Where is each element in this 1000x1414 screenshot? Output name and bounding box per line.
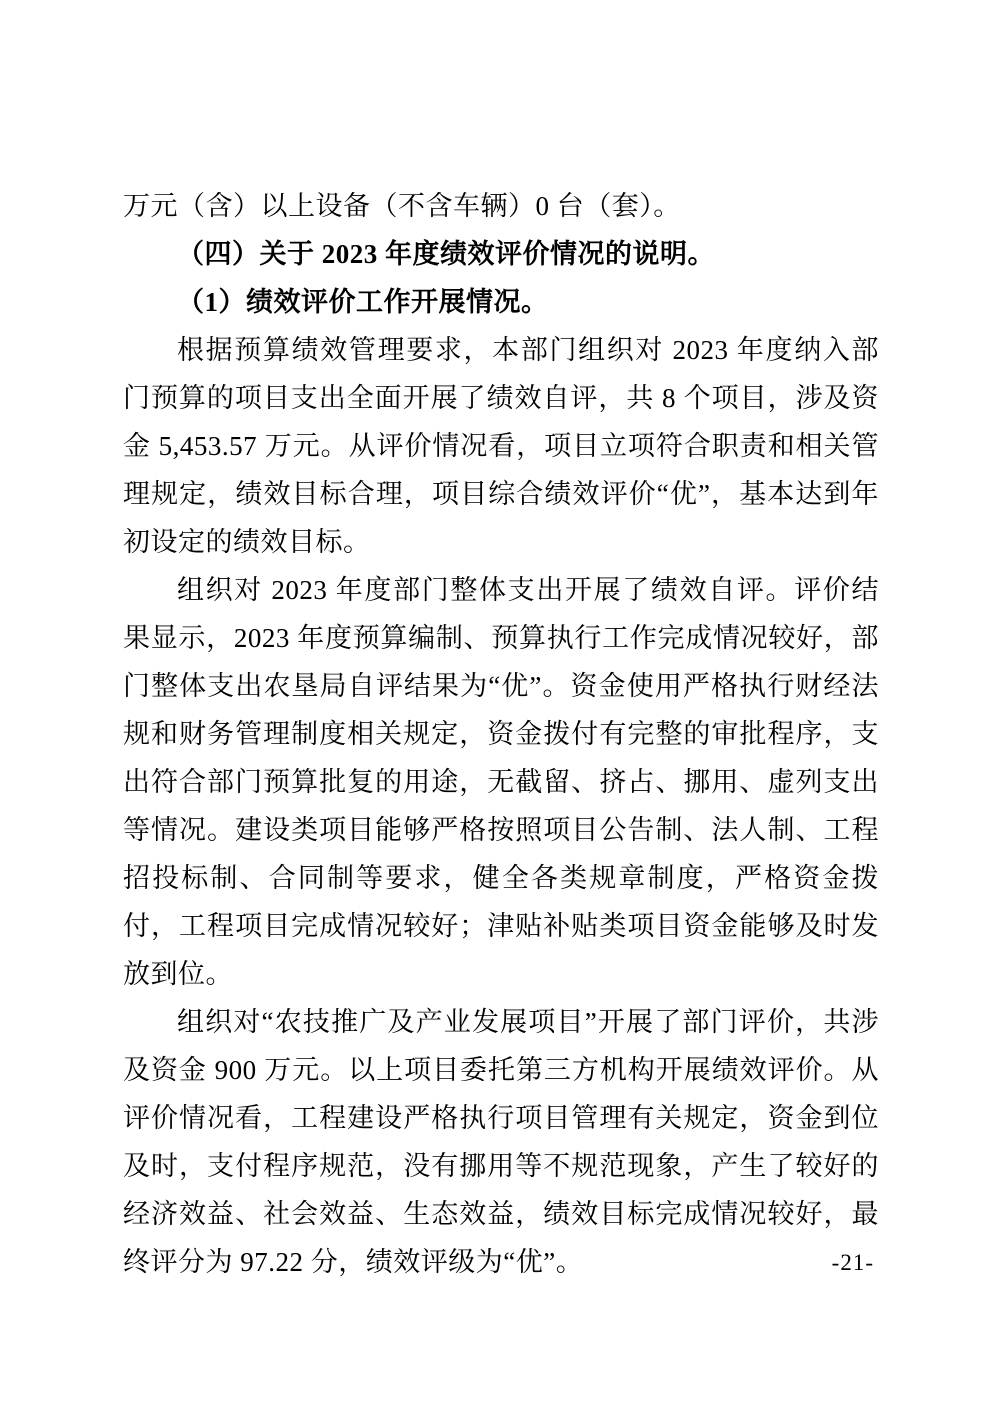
section-heading-4: （四）关于 2023 年度绩效评价情况的说明。 xyxy=(177,239,715,269)
paragraph-continuation: 万元（含）以上设备（不含车辆）0 台（套）。 xyxy=(123,191,681,221)
subsection-heading-1: （1）绩效评价工作开展情况。 xyxy=(177,287,549,317)
paragraph-department-overall-evaluation: 组织对 2023 年度部门整体支出开展了绩效自评。评价结果显示，2023 年度预算编制、预算执行工作完成情况较好，部门整体支出农垦局自评结果为“优”。资金使用严格执行财经法规和财务管理制度相关规定，资金拨付有完整的审批程序，支出符合部门预算批复的用途，无截留、挤占、挪用、虚列支出等情况。建设类项目能够严格按照项目公告制、法人制、工程招投标制、合同制等要求，健全各类规章制度，严格资金拨付，工程项目完成情况较好；津贴补贴类项目资金能够及时发放到位。 xyxy=(123,575,879,989)
page-number: -21- xyxy=(831,1250,874,1275)
document-body xyxy=(123,182,879,1286)
paragraph-third-party-evaluation: 组织对“农技推广及产业发展项目”开展了部门评价，共涉及资金 900 万元。以上项目委托第三方机构开展绩效评价。从评价情况看，工程建设严格执行项目管理有关规定，资金到位及时，支付程序规范，没有挪用等不规范现象，产生了较好的经济效益、社会效益、生态效益，绩效目标完成情况较好，最终评分为 97.22 分，绩效评级为“优”。 xyxy=(123,1007,879,1277)
paragraph-self-evaluation-projects: 根据预算绩效管理要求，本部门组织对 2023 年度纳入部门预算的项目支出全面开展了绩效自评，共 8 个项目，涉及资金 5,453.57 万元。从评价情况看，项目立项符合职责和相关管理规定，绩效目标合理，项目综合绩效评价“优”，基本达到年初设定的绩效目标。 xyxy=(123,335,879,557)
